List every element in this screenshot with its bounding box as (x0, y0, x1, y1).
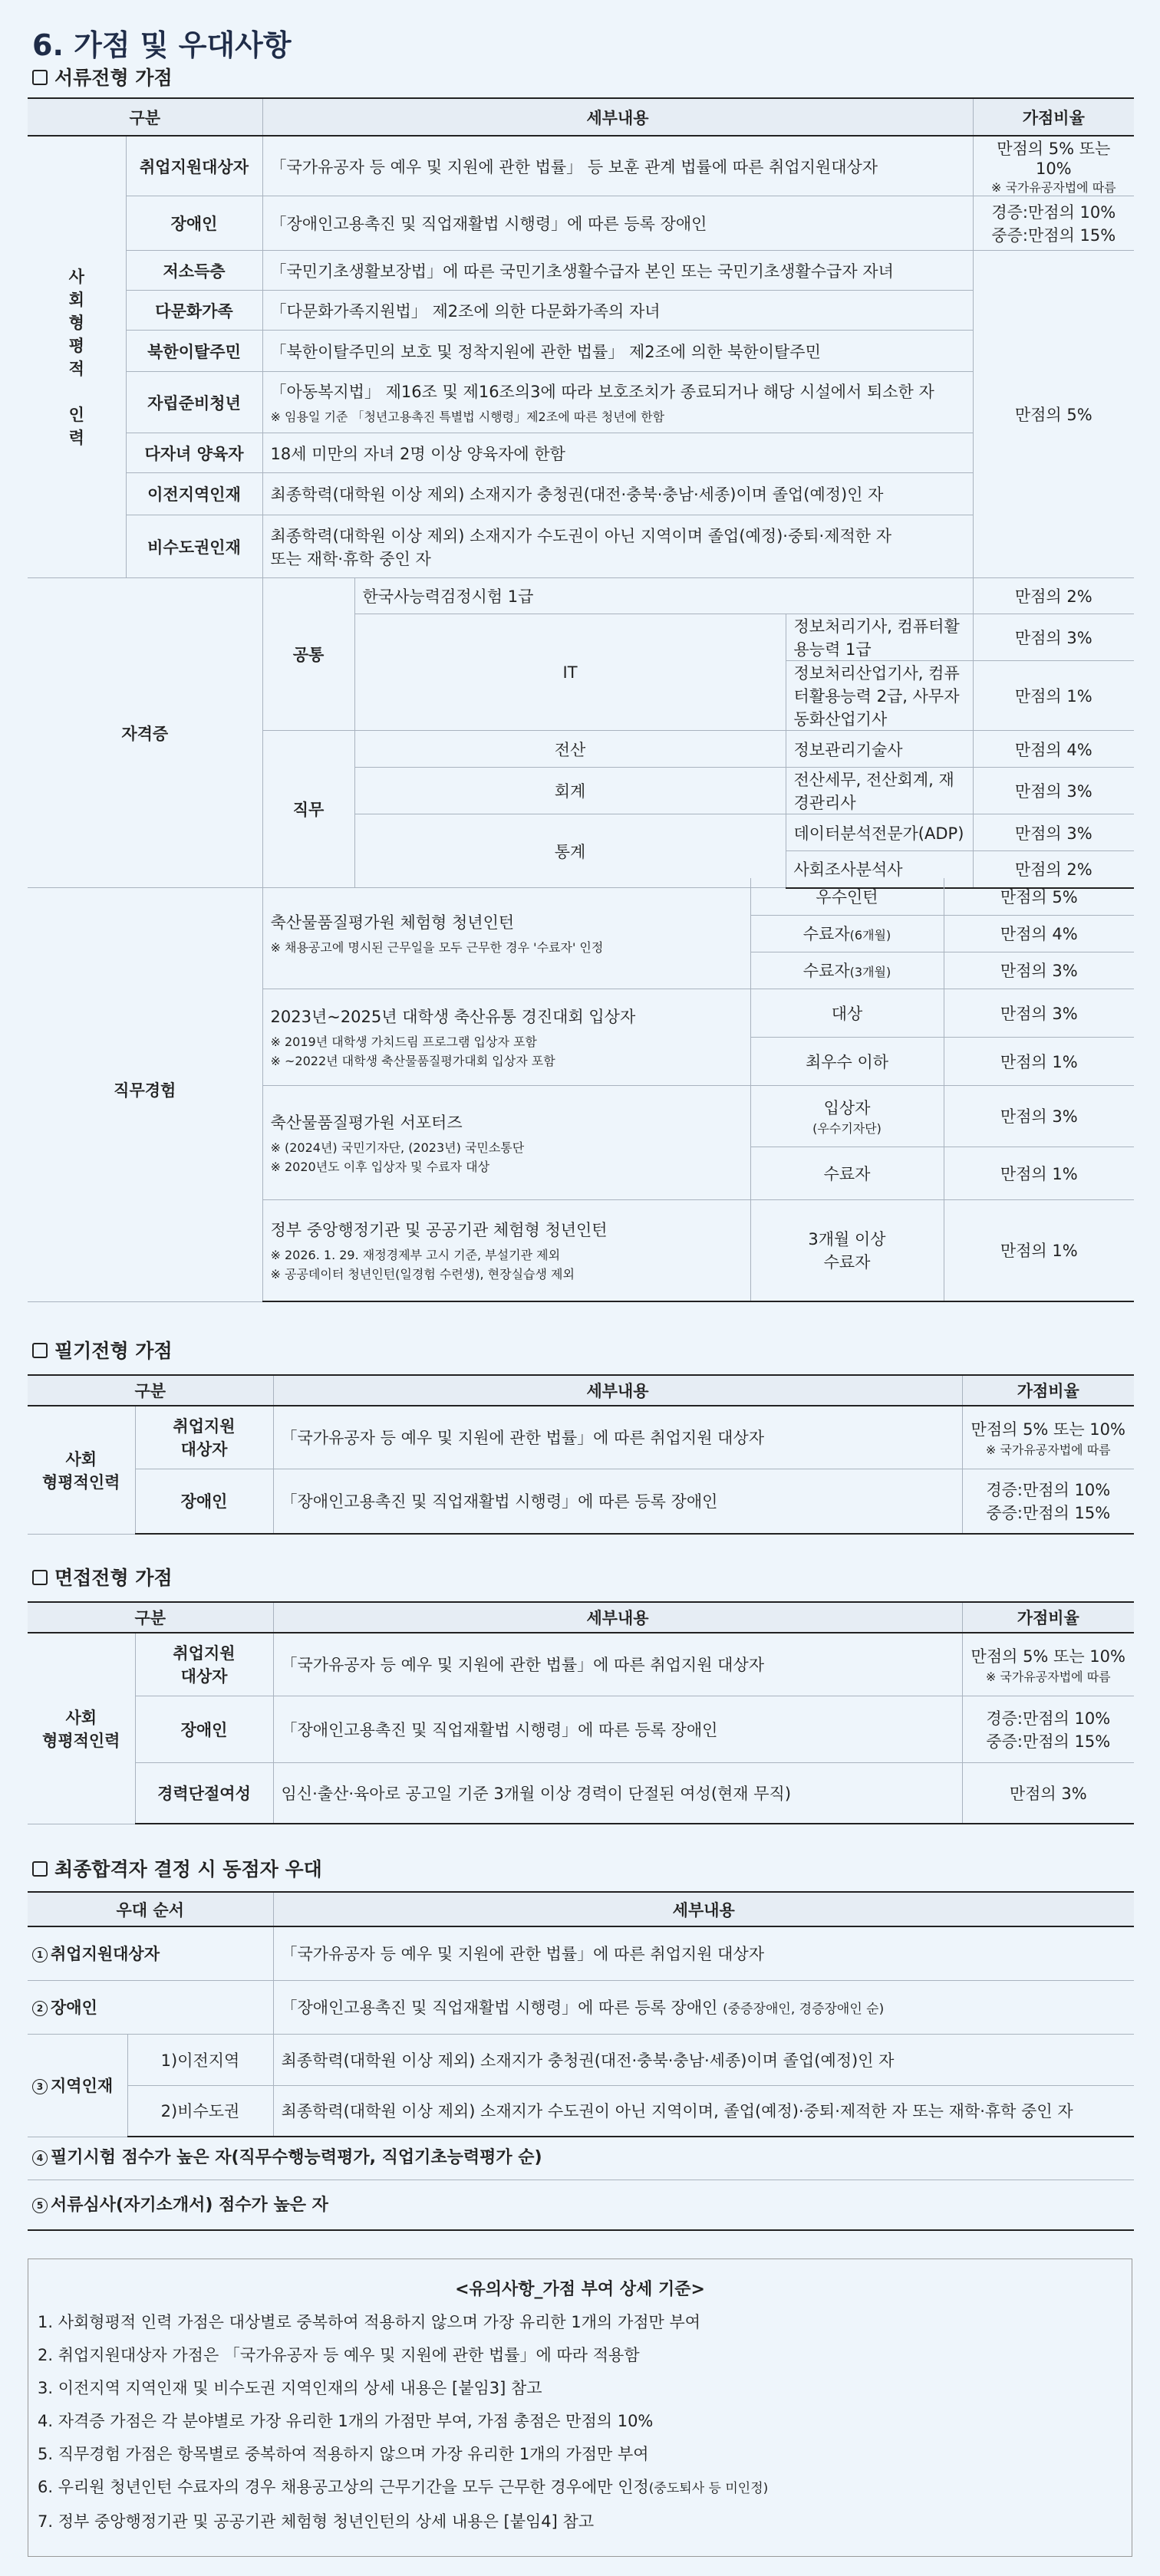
circled-number-icon: 1 (32, 1947, 48, 1962)
detail-cell: 최종학력(대학원 이상 제외) 소재지가 충청권(대전·충북·충남·세종)이며 졸업(예정)인 자 (262, 473, 973, 515)
ratio-cell: 만점의 3% (973, 814, 1134, 851)
priority-5: 5 서류심사(자기소개서) 점수가 높은 자 (28, 2180, 1134, 2231)
priority-sub: 2)비수도권 (127, 2085, 273, 2137)
category-cell: 취업지원 대상자 (135, 1633, 273, 1696)
experience-detail: 정부 중앙행정기관 및 공공기관 체험형 청년인턴 ※ 2026. 1. 29. 재정경제부 고시 기준, 부설기관 제외 ※ 공공데이터 청년인턴(일경험 수련생), 현장실습생 제외 (262, 1199, 750, 1301)
category-cell: 장애인 (126, 196, 262, 251)
category-cell: 비수도권인재 (126, 515, 262, 578)
header-detail: 세부내용 (273, 1892, 1134, 1926)
cert-sub: 회계 (354, 768, 786, 814)
header-category: 구분 (28, 1602, 273, 1633)
detail-cell: 「다문화가족지원법」 제2조에 의한 다문화가족의 자녀 (262, 291, 973, 331)
category-cell: 이전지역인재 (126, 473, 262, 515)
ratio-cell: 만점의 2% (973, 578, 1134, 614)
category-cell: 다자녀 양육자 (126, 433, 262, 473)
ratio-cell: 만점의 3% (973, 768, 1134, 814)
checkbox-square-icon (32, 1343, 48, 1358)
ratio-cell: 만점의 5% (944, 878, 1134, 915)
header-category: 구분 (28, 98, 262, 136)
detail-cell: 임신·출산·육아로 공고일 기준 3개월 이상 경력이 단절된 여성(현재 무직) (273, 1762, 962, 1824)
group-experience: 직무경험 (28, 878, 262, 1301)
circled-number-icon: 5 (32, 2198, 48, 2213)
detail-cell: 최종학력(대학원 이상 제외) 소재지가 수도권이 아닌 지역이며, 졸업(예정)·중퇴·제적한 자 또는 재학·휴학 중인 자 (273, 2085, 1134, 2137)
experience-level: 최우수 이하 (750, 1037, 944, 1085)
header-priority: 우대 순서 (28, 1892, 273, 1926)
detail-cell: 정보처리기사, 컴퓨터활용능력 1급 (786, 614, 973, 661)
ratio-cell: 만점의 1% (944, 1037, 1134, 1085)
category-cell: 취업지원 대상자 (135, 1406, 273, 1469)
ratio-cell: 만점의 1% (944, 1199, 1134, 1301)
notes-box (28, 2259, 1132, 2557)
category-cell: 장애인 (135, 1696, 273, 1762)
circled-number-icon: 3 (32, 2079, 48, 2094)
experience-detail: 축산물품질평가원 서포터즈 ※ (2024년) 국민기자단, (2023년) 국민소통단 ※ 2020년도 이후 입상자 및 수료자 대상 (262, 1085, 750, 1199)
ratio-cell: 만점의 4% (944, 915, 1134, 952)
cert-sub: 전산 (354, 731, 786, 768)
header-category: 구분 (28, 1375, 273, 1406)
ratio-cell: 만점의 1% (944, 1147, 1134, 1199)
experience-detail: 축산물품질평가원 체험형 청년인턴 ※ 채용공고에 명시된 근무일을 모두 근무한 경우 '수료자' 인정 (262, 878, 750, 989)
cert-common: 공통 (262, 578, 354, 731)
group-cert: 자격증 (28, 578, 262, 888)
page-title: 6. 가점 및 우대사항 (32, 28, 292, 62)
ratio-cell: 만점의 3% (962, 1762, 1134, 1824)
detail-cell: 정보관리기술사 (786, 731, 973, 768)
note-item: 2. 취업지원대상자 가점은 「국가유공자 등 예우 및 지원에 관한 법률」에 따라 적용함 (38, 2346, 640, 2364)
cert-it: IT (354, 614, 786, 731)
checkbox-square-icon (32, 70, 48, 85)
detail-cell: 「국가유공자 등 예우 및 지원에 관한 법률」에 따른 취업지원 대상자 (273, 1633, 962, 1696)
note-item: 5. 직무경험 가점은 항목별로 중복하여 적용하지 않으며 가장 유리한 1개의 가점만 부여 (38, 2445, 649, 2463)
header-detail: 세부내용 (273, 1602, 962, 1633)
experience-level: 수료자 (750, 1147, 944, 1199)
section-heading-interview: 면접전형 가점 (32, 1563, 173, 1591)
category-cell: 경력단절여성 (135, 1762, 273, 1824)
category-cell: 자립준비청년 (126, 372, 262, 433)
experience-level: 수료자(6개월) (750, 915, 944, 952)
group-social-label: 사 회 형 평 적 인 력 (68, 267, 84, 447)
note-item: 3. 이전지역 지역인재 및 비수도권 지역인재의 상세 내용은 [붙임3] 참고 (38, 2379, 542, 2397)
detail-cell: 「국가유공자 등 예우 및 지원에 관한 법률」에 따른 취업지원 대상자 (273, 1926, 1134, 1980)
header-ratio: 가점비율 (973, 98, 1134, 136)
header-detail: 세부내용 (262, 98, 973, 136)
category-cell: 저소득층 (126, 251, 262, 291)
notes-title: <유의사항_가점 부여 상세 기준> (455, 2280, 705, 2299)
detail-cell: 「국가유공자 등 예우 및 지원에 관한 법률」에 따른 취업지원 대상자 (273, 1406, 962, 1469)
circled-number-icon: 4 (32, 2150, 48, 2166)
cert-job: 직무 (262, 731, 354, 888)
note-item: 1. 사회형평적 인력 가점은 대상별로 중복하여 적용하지 않으며 가장 유리한 1개의 가점만 부여 (38, 2313, 701, 2331)
section-heading-written: 필기전형 가점 (32, 1336, 173, 1364)
experience-level: 3개월 이상 수료자 (750, 1199, 944, 1301)
detail-cell: 최종학력(대학원 이상 제외) 소재지가 충청권(대전·충북·충남·세종)이며 졸업(예정)인 자 (273, 2034, 1134, 2085)
header-ratio: 가점비율 (962, 1375, 1134, 1406)
ratio-cell: 경증:만점의 10% 중증:만점의 15% (962, 1696, 1134, 1762)
detail-cell: 「아동복지법」 제16조 및 제16조의3에 따라 보호조치가 종료되거나 해당 시설에서 퇴소한 자 ※ 임용일 기준 「청년고용촉진 특별법 시행령」제2조에 따른 청년에 한함 (262, 372, 973, 433)
priority-sub: 1)이전지역 (127, 2034, 273, 2085)
experience-level: 우수인턴 (750, 878, 944, 915)
ratio-cell: 경증:만점의 10% 중증:만점의 15% (962, 1469, 1134, 1534)
category-cell: 북한이탈주민 (126, 331, 262, 372)
ratio-cell: 만점의 5% 또는 10% ※ 국가유공자법에 따름 (962, 1406, 1134, 1469)
experience-detail: 2023년~2025년 대학생 축산유통 경진대회 입상자 ※ 2019년 대학생 가치드림 프로그램 입상자 포함 ※ ~2022년 대학생 축산물품질평가대회 입상자 포함 (262, 989, 750, 1085)
ratio-cell: 만점의 3% (944, 1085, 1134, 1147)
category-cell: 다문화가족 (126, 291, 262, 331)
note-item: 6. 우리원 청년인턴 수료자의 경우 채용공고상의 근무기간을 모두 근무한 경우에만 인정(중도퇴사 등 미인정) (38, 2478, 769, 2496)
header-detail: 세부내용 (273, 1375, 962, 1406)
detail-cell: 「북한이탈주민의 보호 및 정착지원에 관한 법률」 제2조에 의한 북한이탈주민 (262, 331, 973, 372)
ratio-cell: 만점의 5% 또는 10% ※ 국가유공자법에 따름 (962, 1633, 1134, 1696)
section-heading-document: 서류전형 가점 (32, 63, 173, 90)
circled-number-icon: 2 (32, 2001, 48, 2016)
ratio-cell: 만점의 4% (973, 731, 1134, 768)
detail-cell: 한국사능력검정시험 1급 (354, 578, 973, 614)
group-social: 사회 형평적인력 (28, 1406, 135, 1534)
detail-cell: 최종학력(대학원 이상 제외) 소재지가 수도권이 아닌 지역이며 졸업(예정)·중퇴·제적한 자 또는 재학·휴학 중인 자 (262, 515, 973, 578)
detail-cell: 사회조사분석사 (786, 851, 973, 888)
note-item: 4. 자격증 가점은 각 분야별로 가장 유리한 1개의 가점만 부여, 가점 총점은 만점의 10% (38, 2412, 654, 2430)
group-social: 사회 형평적인력 (28, 1633, 135, 1824)
priority-3: 3 지역인재 (28, 2034, 127, 2137)
header-ratio: 가점비율 (962, 1602, 1134, 1633)
detail-cell: 데이터분석전문가(ADP) (786, 814, 973, 851)
tiebreak-table (28, 1891, 1134, 2137)
checkbox-square-icon (32, 1570, 48, 1585)
detail-cell: 전산세무, 전산회계, 재경관리사 (786, 768, 973, 814)
ratio-cell: 만점의 2% (973, 851, 1134, 888)
detail-cell: 「장애인고용촉진 및 직업재활법 시행령」에 따른 등록 장애인 (262, 196, 973, 251)
ratio-cell: 경증:만점의 10% 중증:만점의 15% (973, 196, 1134, 251)
cert-sub: 통계 (354, 814, 786, 888)
document-bonus-table (28, 97, 1134, 889)
group-social (28, 136, 126, 578)
written-bonus-table (28, 1374, 1134, 1535)
experience-level: 대상 (750, 989, 944, 1037)
category-cell: 취업지원대상자 (126, 136, 262, 196)
priority-2: 2 장애인 (28, 1980, 273, 2034)
detail-cell: 「국가유공자 등 예우 및 지원에 관한 법률」 등 보훈 관계 법률에 따른 취업지원대상자 (262, 136, 973, 196)
experience-level: 입상자 (우수기자단) (750, 1085, 944, 1147)
priority-4: 4 필기시험 점수가 높은 자(직무수행능력평가, 직업기초능력평가 순) (28, 2136, 1134, 2180)
detail-cell: 「국민기초생활보장법」에 따른 국민기초생활수급자 본인 또는 국민기초생활수급자 자녀 (262, 251, 973, 291)
notes-list (28, 2306, 1132, 2538)
detail-cell: 18세 미만의 자녀 2명 이상 양육자에 한함 (262, 433, 973, 473)
priority-1: 1 취업지원대상자 (28, 1926, 273, 1980)
interview-bonus-table (28, 1601, 1134, 1824)
category-cell: 장애인 (135, 1469, 273, 1534)
ratio-cell: 만점의 1% (973, 661, 1134, 731)
experience-bonus-table (28, 878, 1134, 1302)
checkbox-square-icon (32, 1861, 48, 1877)
detail-cell: 「장애인고용촉진 및 직업재활법 시행령」에 따른 등록 장애인 (273, 1469, 962, 1534)
ratio-cell-shared: 만점의 5% (973, 251, 1134, 578)
ratio-cell: 만점의 3% (973, 614, 1134, 661)
note-item: 7. 정부 중앙행정기관 및 공공기관 체험형 청년인턴의 상세 내용은 [붙임4] 참고 (38, 2512, 595, 2531)
section-heading-tiebreak: 최종합격자 결정 시 동점자 우대 (32, 1854, 322, 1882)
detail-cell: 「장애인고용촉진 및 직업재활법 시행령」에 따른 등록 장애인 (중증장애인, 경증장애인 순) (273, 1980, 1134, 2034)
ratio-cell: 만점의 5% 또는 10% ※ 국가유공자법에 따름 (973, 136, 1134, 196)
ratio-cell: 만점의 3% (944, 952, 1134, 989)
experience-level: 수료자(3개월) (750, 952, 944, 989)
detail-cell: 정보처리산업기사, 컴퓨터활용능력 2급, 사무자동화산업기사 (786, 661, 973, 731)
detail-cell: 「장애인고용촉진 및 직업재활법 시행령」에 따른 등록 장애인 (273, 1696, 962, 1762)
ratio-cell: 만점의 3% (944, 989, 1134, 1037)
